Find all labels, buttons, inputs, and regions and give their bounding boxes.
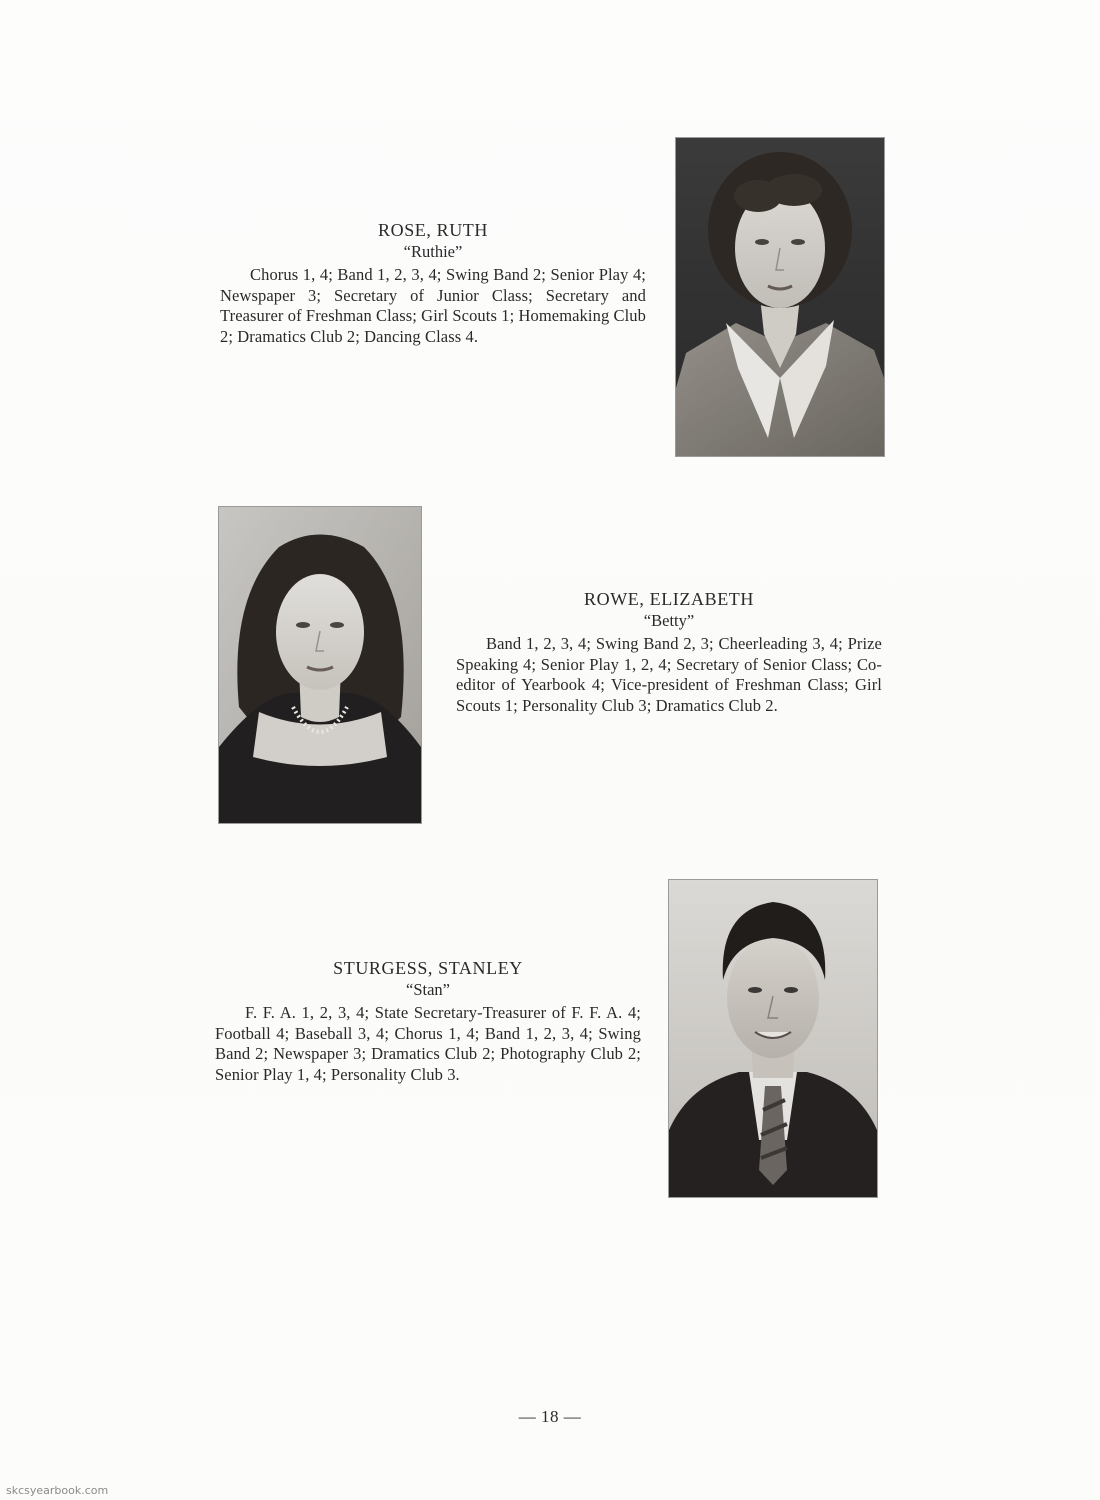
student-nickname: “Ruthie”: [403, 242, 463, 261]
student-name: ROSE, RUTH: [377, 220, 488, 240]
portrait-photo-rose-ruth: [676, 138, 884, 456]
student-name: STURGESS, STANLEY: [333, 958, 523, 978]
entry-text-sturgess-stanley: [215, 957, 641, 1085]
student-activities: Band 1, 2, 3, 4; Swing Band 2, 3; Cheerleading 3, 4; Prize Speaking 4; Senior Play 1, 2, 4; Secretary of Senior Class; Co-editor of Yearbook 4; Vice-president of Freshman Class; Girl Scouts 1; Personality Club 3; Dramatics Club 2.: [456, 634, 882, 715]
portrait-photo-rowe-elizabeth: [219, 507, 421, 823]
student-name: ROWE, ELIZABETH: [584, 589, 754, 609]
student-activities: F. F. A. 1, 2, 3, 4; State Secretary-Treasurer of F. F. A. 4; Football 4; Baseball 3, 4; Chorus 1, 4; Band 1, 2, 3, 4; Swing Band 2; Newspaper 3; Dramatics Club 2; Photography Club 2; Senior Play 1, 4; Personality Club 3.: [215, 1003, 641, 1084]
student-activities: Chorus 1, 4; Band 1, 2, 3, 4; Swing Band 2; Senior Play 4; Newspaper 3; Secretary of Junior Class; Secretary and Treasurer of Freshman Class; Girl Scouts 1; Homemaking Club 2; Dramatics Club 2; Dancing Class 4.: [220, 265, 647, 346]
page-number: — 18 —: [518, 1407, 582, 1426]
entry-text-rowe-elizabeth: [456, 588, 882, 716]
entry-text-rose-ruth: [220, 219, 646, 347]
student-nickname: “Stan”: [406, 980, 450, 999]
student-nickname: “Betty”: [643, 611, 695, 630]
site-watermark: skcsyearbook.com: [6, 1484, 109, 1497]
portrait-photo-sturgess-stanley: [669, 880, 877, 1197]
